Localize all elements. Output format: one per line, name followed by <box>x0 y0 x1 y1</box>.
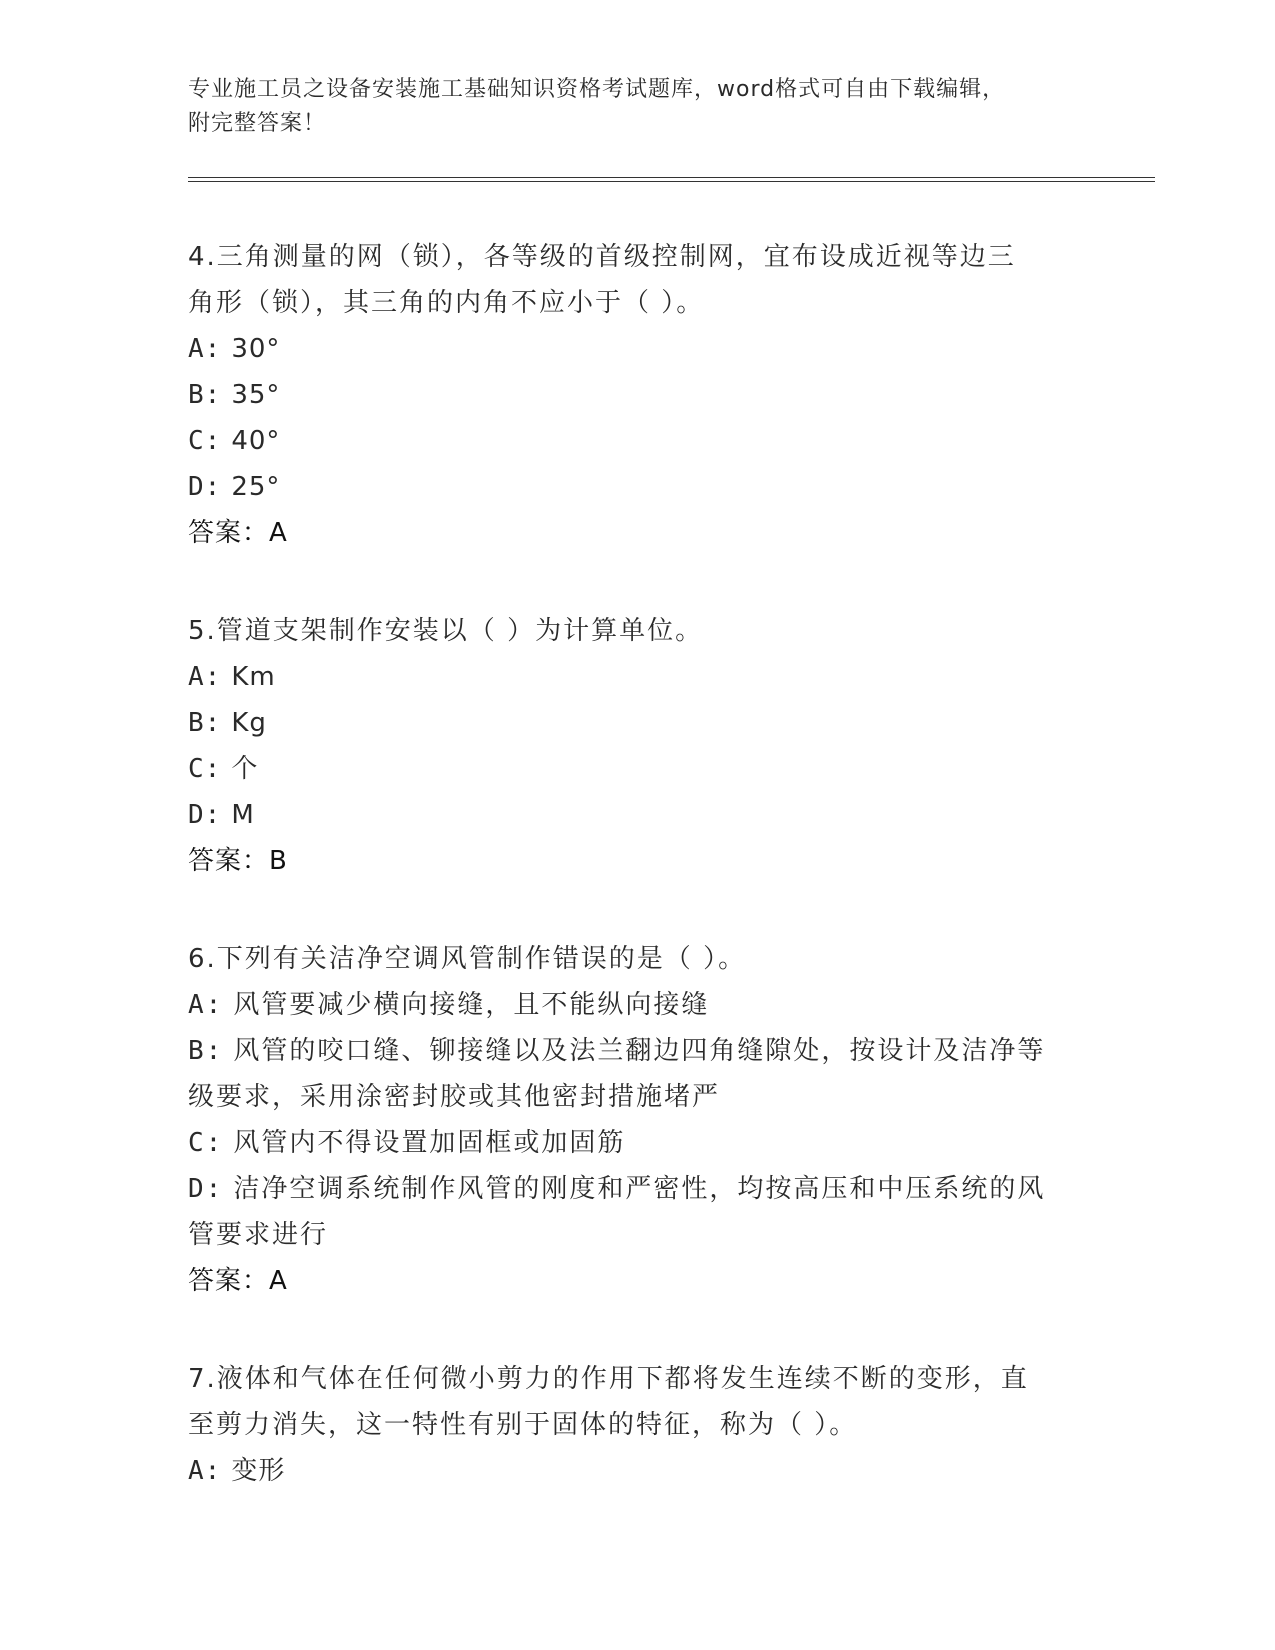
option-a <box>188 1448 1088 1494</box>
option-text: M <box>231 800 255 830</box>
question-stem <box>188 234 1088 326</box>
option-a <box>188 982 1088 1028</box>
option-text: Kg <box>231 708 267 738</box>
option-text: 变形 <box>231 1456 286 1486</box>
header-line-2: 附完整答案！ <box>188 111 327 136</box>
option-a <box>188 326 1088 372</box>
option-text-continued: 管要求进行 <box>188 1220 329 1250</box>
option-key: B: <box>188 380 222 410</box>
option-text: 30° <box>231 334 281 364</box>
document-header <box>188 73 1088 141</box>
option-text: Km <box>231 662 276 692</box>
answer-label: 答案：A <box>188 1266 288 1296</box>
option-text: 风管要减少横向接缝，且不能纵向接缝 <box>233 990 710 1020</box>
option-key: D: <box>188 1174 224 1204</box>
stem-line: 6.下列有关洁净空调风管制作错误的是（ ）。 <box>188 944 747 974</box>
option-b <box>188 700 1088 746</box>
option-text-continued: 级要求，采用涂密封胶或其他密封措施堵严 <box>188 1082 721 1112</box>
question-7 <box>188 1356 1088 1494</box>
option-text: 风管的咬口缝、铆接缝以及法兰翻边四角缝隙处，按设计及洁净等 <box>233 1036 1046 1066</box>
option-b <box>188 372 1088 418</box>
option-key: D: <box>188 800 222 830</box>
question-list <box>188 234 1088 1546</box>
option-key: A: <box>188 990 224 1020</box>
option-d <box>188 792 1088 838</box>
stem-line: 至剪力消失，这一特性有别于固体的特征，称为（ ）。 <box>188 1410 858 1440</box>
option-key: A: <box>188 1456 222 1486</box>
option-a <box>188 654 1088 700</box>
option-key: C: <box>188 754 222 784</box>
option-text: 风管内不得设置加固框或加固筋 <box>233 1128 626 1158</box>
question-5 <box>188 608 1088 884</box>
option-key: A: <box>188 662 222 692</box>
option-text: 洁净空调系统制作风管的刚度和严密性，均按高压和中压系统的风 <box>233 1174 1046 1204</box>
stem-line: 4.三角测量的网（锁），各等级的首级控制网，宜布设成近视等边三 <box>188 242 1016 272</box>
question-4 <box>188 234 1088 556</box>
header-line-1: 专业施工员之设备安装施工基础知识资格考试题库，word格式可自由下载编辑， <box>188 77 1006 102</box>
option-key: C: <box>188 1128 224 1158</box>
header-divider <box>188 177 1155 182</box>
option-text: 40° <box>231 426 281 456</box>
option-d <box>188 464 1088 510</box>
option-text: 25° <box>231 472 281 502</box>
answer-label: 答案：B <box>188 846 288 876</box>
stem-line: 5.管道支架制作安装以（ ）为计算单位。 <box>188 616 704 646</box>
option-c <box>188 418 1088 464</box>
option-text: 个 <box>231 754 259 784</box>
stem-line: 角形（锁），其三角的内角不应小于（ ）。 <box>188 288 705 318</box>
option-d <box>188 1166 1088 1258</box>
option-b <box>188 1028 1088 1120</box>
answer-label: 答案：A <box>188 518 288 548</box>
option-c <box>188 746 1088 792</box>
question-6 <box>188 936 1088 1304</box>
question-stem <box>188 936 1088 982</box>
option-c <box>188 1120 1088 1166</box>
option-text: 35° <box>231 380 281 410</box>
option-key: A: <box>188 334 222 364</box>
stem-line: 7.液体和气体在任何微小剪力的作用下都将发生连续不断的变形，直 <box>188 1364 1029 1394</box>
question-stem <box>188 1356 1088 1448</box>
option-key: B: <box>188 708 222 738</box>
question-stem <box>188 608 1088 654</box>
option-key: B: <box>188 1036 224 1066</box>
option-key: C: <box>188 426 222 456</box>
option-key: D: <box>188 472 222 502</box>
